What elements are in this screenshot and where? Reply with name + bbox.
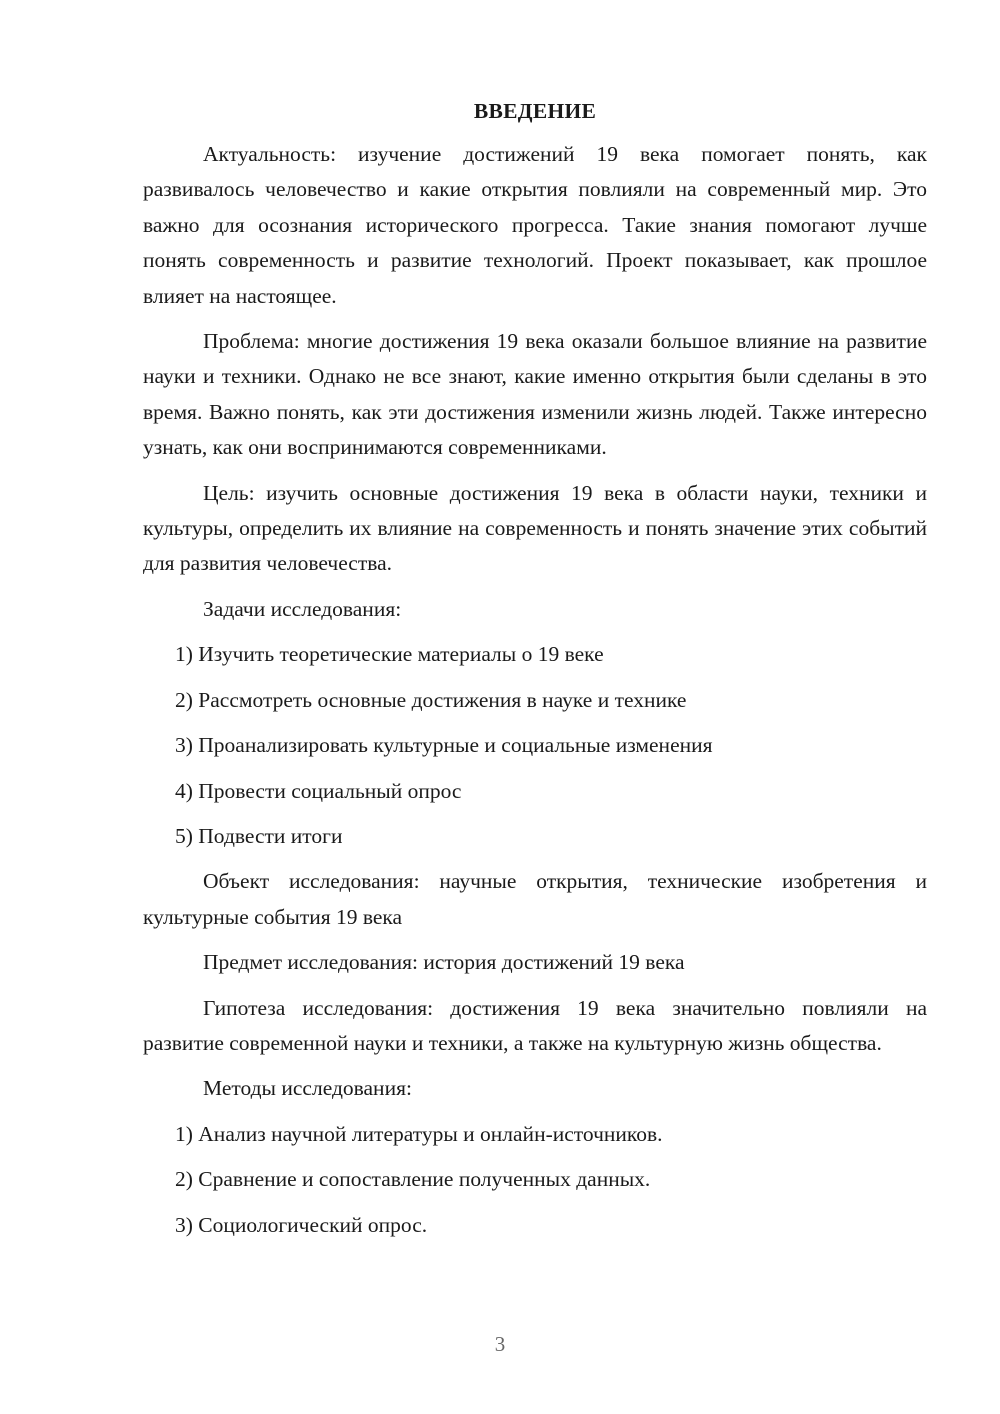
object-paragraph: Объект исследования: научные открытия, технические изобретения и культурные события 19 века [143,869,927,929]
subject-paragraph: Предмет исследования: история достижений 19 века [203,950,685,975]
relevance-paragraph: Актуальность: изучение достижений 19 века помогает понять, как развивалось человечество и какие открытия повлияли на современный мир. Это важно для осознания исторического прогресса. Такие знания помогают лучше понять современность и развитие технологий. Проект показывает, как прошлое влияет на настоящее. [143,142,927,308]
hypothesis-paragraph: Гипотеза исследования: достижения 19 века значительно повлияли на развитие современной науки и техники, а также на культурную жизнь общества. [143,995,927,1055]
goal-paragraph: Цель: изучить основные достижения 19 века в области науки, техники и культуры, определить их влияние на современность и понять значение этих событий для развития человечества. [143,480,927,576]
list-item: 4) Провести социальный опрос [175,778,462,803]
list-item: 2) Сравнение и сопоставление полученных данных. [175,1167,651,1192]
problem-paragraph: Проблема: многие достижения 19 века оказали большое влияние на развитие науки и техники. Однако не все знают, какие именно открытия были сделаны в это время. Важно понять, как эти достижения изменили жизнь людей. Также интересно узнать, как они воспринимаются современниками. [143,329,927,460]
list-item: 5) Подвести итоги [175,823,343,848]
list-item: 3) Социологический опрос. [175,1212,428,1237]
page-title: ВВЕДЕНИЕ [473,99,597,123]
methods-heading: Методы исследования: [203,1076,412,1101]
list-item: 1) Анализ научной литературы и онлайн-источников. [175,1121,663,1146]
list-item: 2) Рассмотреть основные достижения в науке и технике [175,687,687,712]
methods-list [143,1117,927,1243]
page-content [143,96,927,1253]
list-item: 1) Изучить теоретические материалы о 19 веке [175,642,604,667]
page-number: 3 [494,1332,506,1356]
tasks-heading: Задачи исследования: [203,596,402,621]
tasks-list [143,637,927,854]
list-item: 3) Проанализировать культурные и социальные изменения [175,733,713,758]
